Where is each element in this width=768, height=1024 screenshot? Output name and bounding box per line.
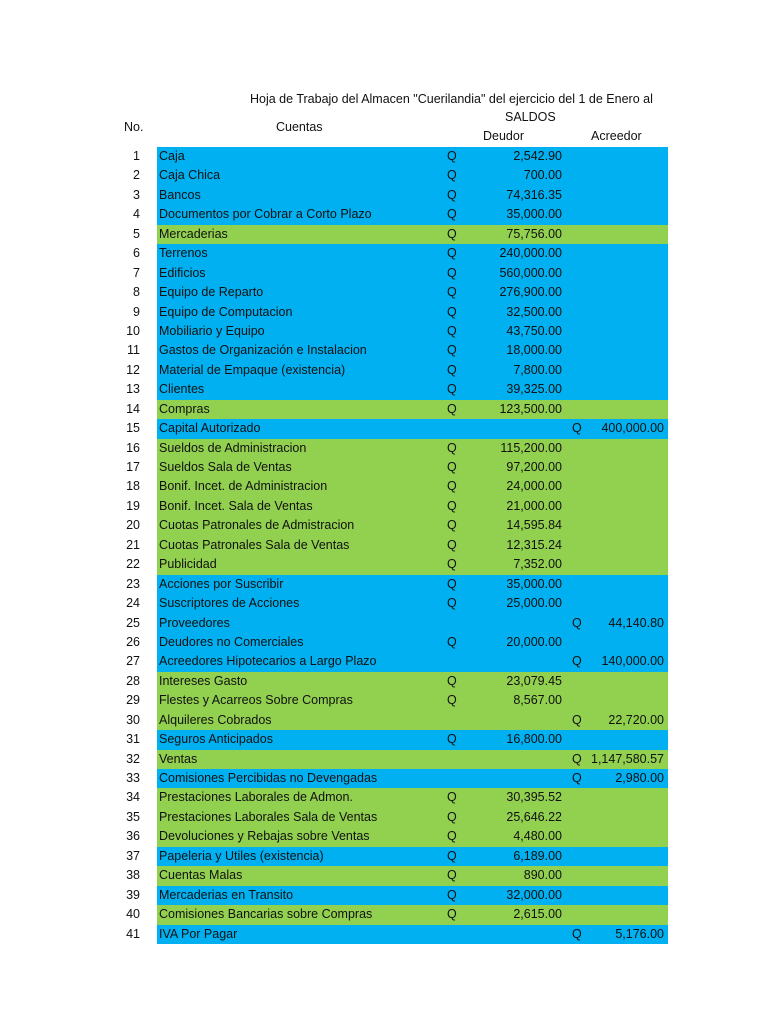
debit-currency[interactable]: Q xyxy=(447,460,457,474)
account-name[interactable]: Proveedores xyxy=(159,615,230,630)
row-number[interactable]: 37 xyxy=(126,848,140,863)
table-row[interactable] xyxy=(0,147,768,166)
row-number[interactable]: 14 xyxy=(126,401,140,416)
account-name[interactable]: Capital Autorizado xyxy=(159,421,261,436)
debit-currency[interactable]: Q xyxy=(447,168,457,183)
table-row[interactable] xyxy=(0,575,768,594)
debit-currency[interactable]: Q xyxy=(447,401,457,416)
credit-amount[interactable]: 22,720.00 xyxy=(608,712,664,727)
debit-currency[interactable]: Q xyxy=(447,596,457,611)
debit-currency[interactable]: Q xyxy=(447,304,457,319)
debit-amount[interactable]: 74,316.35 xyxy=(506,187,562,202)
debit-amount[interactable]: 32,500.00 xyxy=(506,304,562,319)
credit-amount[interactable]: 400,000.00 xyxy=(601,421,664,436)
row-number[interactable]: 22 xyxy=(126,557,140,572)
table-row[interactable] xyxy=(0,244,768,263)
credit-currency[interactable]: Q xyxy=(572,926,582,941)
debit-amount[interactable]: 16,800.00 xyxy=(506,732,562,747)
table-row[interactable] xyxy=(0,283,768,302)
account-name[interactable]: Comisiones Bancarias sobre Compras xyxy=(159,907,373,922)
table-row[interactable] xyxy=(0,361,768,380)
debit-currency[interactable]: Q xyxy=(447,440,457,455)
debit-amount[interactable]: 39,325.00 xyxy=(506,382,562,397)
row-number[interactable]: 38 xyxy=(126,868,140,883)
row-number[interactable]: 40 xyxy=(126,907,140,922)
debit-amount[interactable]: 8,567.00 xyxy=(513,693,562,708)
table-row[interactable] xyxy=(0,341,768,360)
row-number[interactable]: 12 xyxy=(126,362,140,377)
row-number[interactable]: 21 xyxy=(126,537,140,552)
credit-amount[interactable]: 2,980.00 xyxy=(615,771,664,785)
account-name[interactable]: Edificios xyxy=(159,265,206,280)
debit-amount[interactable]: 4,480.00 xyxy=(513,829,562,844)
debit-currency[interactable]: Q xyxy=(447,382,457,397)
account-name[interactable]: Bonif. Incet. Sala de Ventas xyxy=(159,498,313,513)
account-name[interactable]: Acciones por Suscribir xyxy=(159,576,284,591)
debit-currency[interactable]: Q xyxy=(447,732,457,747)
table-row[interactable] xyxy=(0,905,768,924)
row-number[interactable]: 7 xyxy=(133,265,140,280)
debit-currency[interactable]: Q xyxy=(447,343,457,358)
table-row[interactable] xyxy=(0,458,768,477)
row-number[interactable]: 3 xyxy=(133,187,140,202)
row-fill xyxy=(157,264,668,283)
column-header-cuentas: Cuentas xyxy=(276,120,323,134)
row-number[interactable]: 2 xyxy=(133,168,140,183)
row-number[interactable]: 27 xyxy=(126,654,140,669)
credit-currency[interactable]: Q xyxy=(572,615,582,630)
row-number[interactable]: 31 xyxy=(126,732,140,747)
account-name[interactable]: Flestes y Acarreos Sobre Compras xyxy=(159,693,353,708)
table-row[interactable] xyxy=(0,536,768,555)
table-row[interactable] xyxy=(0,769,768,788)
credit-amount[interactable]: 44,140.80 xyxy=(608,615,664,630)
table-row[interactable] xyxy=(0,497,768,516)
debit-currency[interactable]: Q xyxy=(447,673,457,688)
debit-amount[interactable]: 35,000.00 xyxy=(506,576,562,591)
account-name[interactable]: Alquileres Cobrados xyxy=(159,712,272,727)
table-row[interactable] xyxy=(0,652,768,671)
debit-amount[interactable]: 7,800.00 xyxy=(513,362,562,377)
account-name[interactable]: Caja xyxy=(159,149,185,163)
debit-currency[interactable]: Q xyxy=(447,887,457,902)
row-fill xyxy=(157,166,668,185)
account-name[interactable]: IVA Por Pagar xyxy=(159,926,238,941)
debit-amount[interactable]: 240,000.00 xyxy=(499,246,562,261)
debit-currency[interactable]: Q xyxy=(447,829,457,844)
debit-currency[interactable]: Q xyxy=(447,537,457,552)
table-row[interactable] xyxy=(0,925,768,944)
account-name[interactable]: Compras xyxy=(159,401,210,416)
account-name[interactable]: Gastos de Organización e Instalacion xyxy=(159,343,367,358)
debit-amount[interactable]: 20,000.00 xyxy=(506,634,562,649)
credit-currency[interactable]: Q xyxy=(572,771,582,785)
column-header-acreedor: Acreedor xyxy=(591,129,642,143)
row-number[interactable]: 16 xyxy=(126,440,140,455)
account-name[interactable]: Terrenos xyxy=(159,246,208,261)
row-number[interactable]: 28 xyxy=(126,673,140,688)
account-name[interactable]: Sueldos Sala de Ventas xyxy=(159,460,292,474)
row-fill xyxy=(157,147,668,166)
account-name[interactable]: Prestaciones Laborales Sala de Ventas xyxy=(159,809,378,824)
table-row[interactable] xyxy=(0,788,768,807)
account-name[interactable]: Devoluciones y Rebajas sobre Ventas xyxy=(159,829,370,844)
debit-currency[interactable]: Q xyxy=(447,187,457,202)
debit-amount[interactable]: 23,079.45 xyxy=(506,673,562,688)
account-name[interactable]: Equipo de Computacion xyxy=(159,304,293,319)
row-number[interactable]: 19 xyxy=(126,498,140,513)
table-row[interactable] xyxy=(0,166,768,185)
debit-currency[interactable]: Q xyxy=(447,576,457,591)
row-number[interactable]: 20 xyxy=(126,518,140,533)
debit-amount[interactable]: 700.00 xyxy=(523,168,562,183)
row-number[interactable]: 6 xyxy=(133,246,140,261)
table-row[interactable] xyxy=(0,808,768,827)
row-number[interactable]: 1 xyxy=(133,149,140,163)
debit-currency[interactable]: Q xyxy=(447,790,457,805)
account-name[interactable]: Publicidad xyxy=(159,557,217,572)
debit-currency[interactable]: Q xyxy=(447,207,457,222)
row-number[interactable]: 18 xyxy=(126,479,140,494)
table-row[interactable] xyxy=(0,866,768,885)
row-number[interactable]: 32 xyxy=(126,751,140,766)
credit-amount[interactable]: 140,000.00 xyxy=(601,654,664,669)
account-name[interactable]: Documentos por Cobrar a Corto Plazo xyxy=(159,207,372,222)
account-name[interactable]: Clientes xyxy=(159,382,205,397)
row-number[interactable]: 9 xyxy=(133,304,140,319)
debit-currency[interactable]: Q xyxy=(447,809,457,824)
debit-amount[interactable]: 12,315.24 xyxy=(506,537,562,552)
table-row[interactable] xyxy=(0,516,768,535)
account-name[interactable]: Mercaderias xyxy=(159,226,228,241)
account-name[interactable]: Comisiones Percibidas no Devengadas xyxy=(159,771,378,785)
debit-currency[interactable]: Q xyxy=(447,362,457,377)
row-number[interactable]: 35 xyxy=(126,809,140,824)
saldos-header: SALDOS xyxy=(505,110,556,124)
table-row[interactable] xyxy=(0,477,768,496)
debit-currency[interactable]: Q xyxy=(447,246,457,261)
table-row[interactable] xyxy=(0,614,768,633)
table-row[interactable] xyxy=(0,380,768,399)
credit-amount[interactable]: 5,176.00 xyxy=(615,926,664,941)
account-name[interactable]: Bancos xyxy=(159,187,201,202)
debit-amount[interactable]: 115,200.00 xyxy=(500,440,562,455)
debit-currency[interactable]: Q xyxy=(447,907,457,922)
debit-amount[interactable]: 6,189.00 xyxy=(513,848,562,863)
table-row[interactable] xyxy=(0,847,768,866)
credit-amount[interactable]: 1,147,580.57 xyxy=(591,751,664,766)
row-fill xyxy=(157,244,668,263)
row-number[interactable]: 5 xyxy=(133,226,140,241)
table-row[interactable] xyxy=(0,419,768,438)
row-number[interactable]: 29 xyxy=(126,693,140,708)
debit-currency[interactable]: Q xyxy=(447,226,457,241)
account-name[interactable]: Cuotas Patronales Sala de Ventas xyxy=(159,537,350,552)
table-row[interactable] xyxy=(0,555,768,574)
row-number[interactable]: 10 xyxy=(126,323,140,338)
accounts-table xyxy=(0,147,768,944)
credit-currency[interactable]: Q xyxy=(572,712,582,727)
table-row[interactable] xyxy=(0,186,768,205)
row-fill xyxy=(157,555,668,574)
sheet-title: Hoja de Trabajo del Almacen "Cuerilandia" del ejercicio del 1 de Enero al xyxy=(250,92,653,106)
debit-amount[interactable]: 2,542.90 xyxy=(513,149,562,163)
debit-amount[interactable]: 97,200.00 xyxy=(506,460,562,474)
row-number[interactable]: 24 xyxy=(126,596,140,611)
account-name[interactable]: Acreedores Hipotecarios a Largo Plazo xyxy=(159,654,377,669)
debit-amount[interactable]: 276,900.00 xyxy=(499,285,562,300)
account-name[interactable]: Cuotas Patronales de Admistracion xyxy=(159,518,355,533)
table-row[interactable] xyxy=(0,691,768,710)
debit-currency[interactable]: Q xyxy=(447,285,457,300)
row-number[interactable]: 17 xyxy=(126,460,140,474)
row-number[interactable]: 34 xyxy=(126,790,140,805)
row-fill xyxy=(157,225,668,244)
row-number[interactable]: 15 xyxy=(126,421,140,436)
debit-amount[interactable]: 18,000.00 xyxy=(506,343,562,358)
row-number[interactable]: 23 xyxy=(126,576,140,591)
table-row[interactable] xyxy=(0,730,768,749)
row-number[interactable]: 36 xyxy=(126,829,140,844)
account-name[interactable]: Prestaciones Laborales de Admon. xyxy=(159,790,353,805)
debit-amount[interactable]: 75,756.00 xyxy=(506,226,562,241)
debit-currency[interactable]: Q xyxy=(447,693,457,708)
account-name[interactable]: Seguros Anticipados xyxy=(159,732,273,747)
table-row[interactable] xyxy=(0,886,768,905)
debit-amount[interactable]: 35,000.00 xyxy=(506,207,562,222)
debit-currency[interactable]: Q xyxy=(447,149,457,163)
row-fill xyxy=(157,380,668,399)
debit-amount[interactable]: 25,646.22 xyxy=(506,809,562,824)
table-row[interactable] xyxy=(0,750,768,769)
account-name[interactable]: Papeleria y Utiles (existencia) xyxy=(159,848,324,863)
account-name[interactable]: Suscriptores de Acciones xyxy=(159,596,300,611)
debit-amount[interactable]: 24,000.00 xyxy=(506,479,562,494)
table-row[interactable] xyxy=(0,594,768,613)
table-row[interactable] xyxy=(0,303,768,322)
debit-currency[interactable]: Q xyxy=(447,634,457,649)
row-number[interactable]: 41 xyxy=(126,926,140,941)
row-fill xyxy=(157,186,668,205)
account-name[interactable]: Equipo de Reparto xyxy=(159,285,264,300)
credit-currency[interactable]: Q xyxy=(572,421,582,436)
row-number[interactable]: 4 xyxy=(133,207,140,222)
row-number[interactable]: 33 xyxy=(126,771,140,785)
debit-currency[interactable]: Q xyxy=(447,557,457,572)
account-name[interactable]: Material de Empaque (existencia) xyxy=(159,362,346,377)
table-row[interactable] xyxy=(0,264,768,283)
account-name[interactable]: Mercaderias en Transito xyxy=(159,887,294,902)
debit-currency[interactable]: Q xyxy=(447,868,457,883)
debit-amount[interactable]: 21,000.00 xyxy=(506,498,562,513)
account-name[interactable]: Cuentas Malas xyxy=(159,868,243,883)
debit-amount[interactable]: 890.00 xyxy=(523,868,562,883)
account-name[interactable]: Deudores no Comerciales xyxy=(159,634,304,649)
debit-currency[interactable]: Q xyxy=(447,518,457,533)
debit-currency[interactable]: Q xyxy=(447,265,457,280)
debit-currency[interactable]: Q xyxy=(447,498,457,513)
credit-currency[interactable]: Q xyxy=(572,654,582,669)
account-name[interactable]: Mobiliario y Equipo xyxy=(159,323,265,338)
table-row[interactable] xyxy=(0,711,768,730)
debit-amount[interactable]: 32,000.00 xyxy=(506,887,562,902)
table-row[interactable] xyxy=(0,827,768,846)
table-row[interactable] xyxy=(0,439,768,458)
table-row[interactable] xyxy=(0,225,768,244)
account-name[interactable]: Caja Chica xyxy=(159,168,221,183)
debit-currency[interactable]: Q xyxy=(447,479,457,494)
credit-currency[interactable]: Q xyxy=(572,751,582,766)
row-number[interactable]: 26 xyxy=(126,634,140,649)
row-fill xyxy=(157,400,668,419)
account-name[interactable]: Bonif. Incet. de Administracion xyxy=(159,479,328,494)
debit-amount[interactable]: 2,615.00 xyxy=(513,907,562,922)
table-row[interactable] xyxy=(0,205,768,224)
row-number[interactable]: 30 xyxy=(126,712,140,727)
table-row[interactable] xyxy=(0,633,768,652)
debit-amount[interactable]: 43,750.00 xyxy=(506,323,562,338)
column-header-no: No. xyxy=(124,120,144,134)
debit-currency[interactable]: Q xyxy=(447,848,457,863)
account-name[interactable]: Intereses Gasto xyxy=(159,673,248,688)
column-header-deudor: Deudor xyxy=(483,129,524,143)
debit-amount[interactable]: 14,595.84 xyxy=(506,518,562,533)
debit-amount[interactable]: 7,352.00 xyxy=(513,557,562,572)
debit-amount[interactable]: 30,395.52 xyxy=(506,790,562,805)
account-name[interactable]: Ventas xyxy=(159,751,198,766)
table-row[interactable] xyxy=(0,672,768,691)
table-row[interactable] xyxy=(0,322,768,341)
debit-amount[interactable]: 123,500.00 xyxy=(499,401,562,416)
debit-amount[interactable]: 560,000.00 xyxy=(499,265,562,280)
row-number[interactable]: 39 xyxy=(126,887,140,902)
row-number[interactable]: 25 xyxy=(126,615,140,630)
debit-currency[interactable]: Q xyxy=(447,323,457,338)
table-row[interactable] xyxy=(0,400,768,419)
row-number[interactable]: 8 xyxy=(133,285,140,300)
row-number[interactable]: 11 xyxy=(127,343,140,358)
account-name[interactable]: Sueldos de Administracion xyxy=(159,440,307,455)
row-number[interactable]: 13 xyxy=(126,382,140,397)
debit-amount[interactable]: 25,000.00 xyxy=(506,596,562,611)
